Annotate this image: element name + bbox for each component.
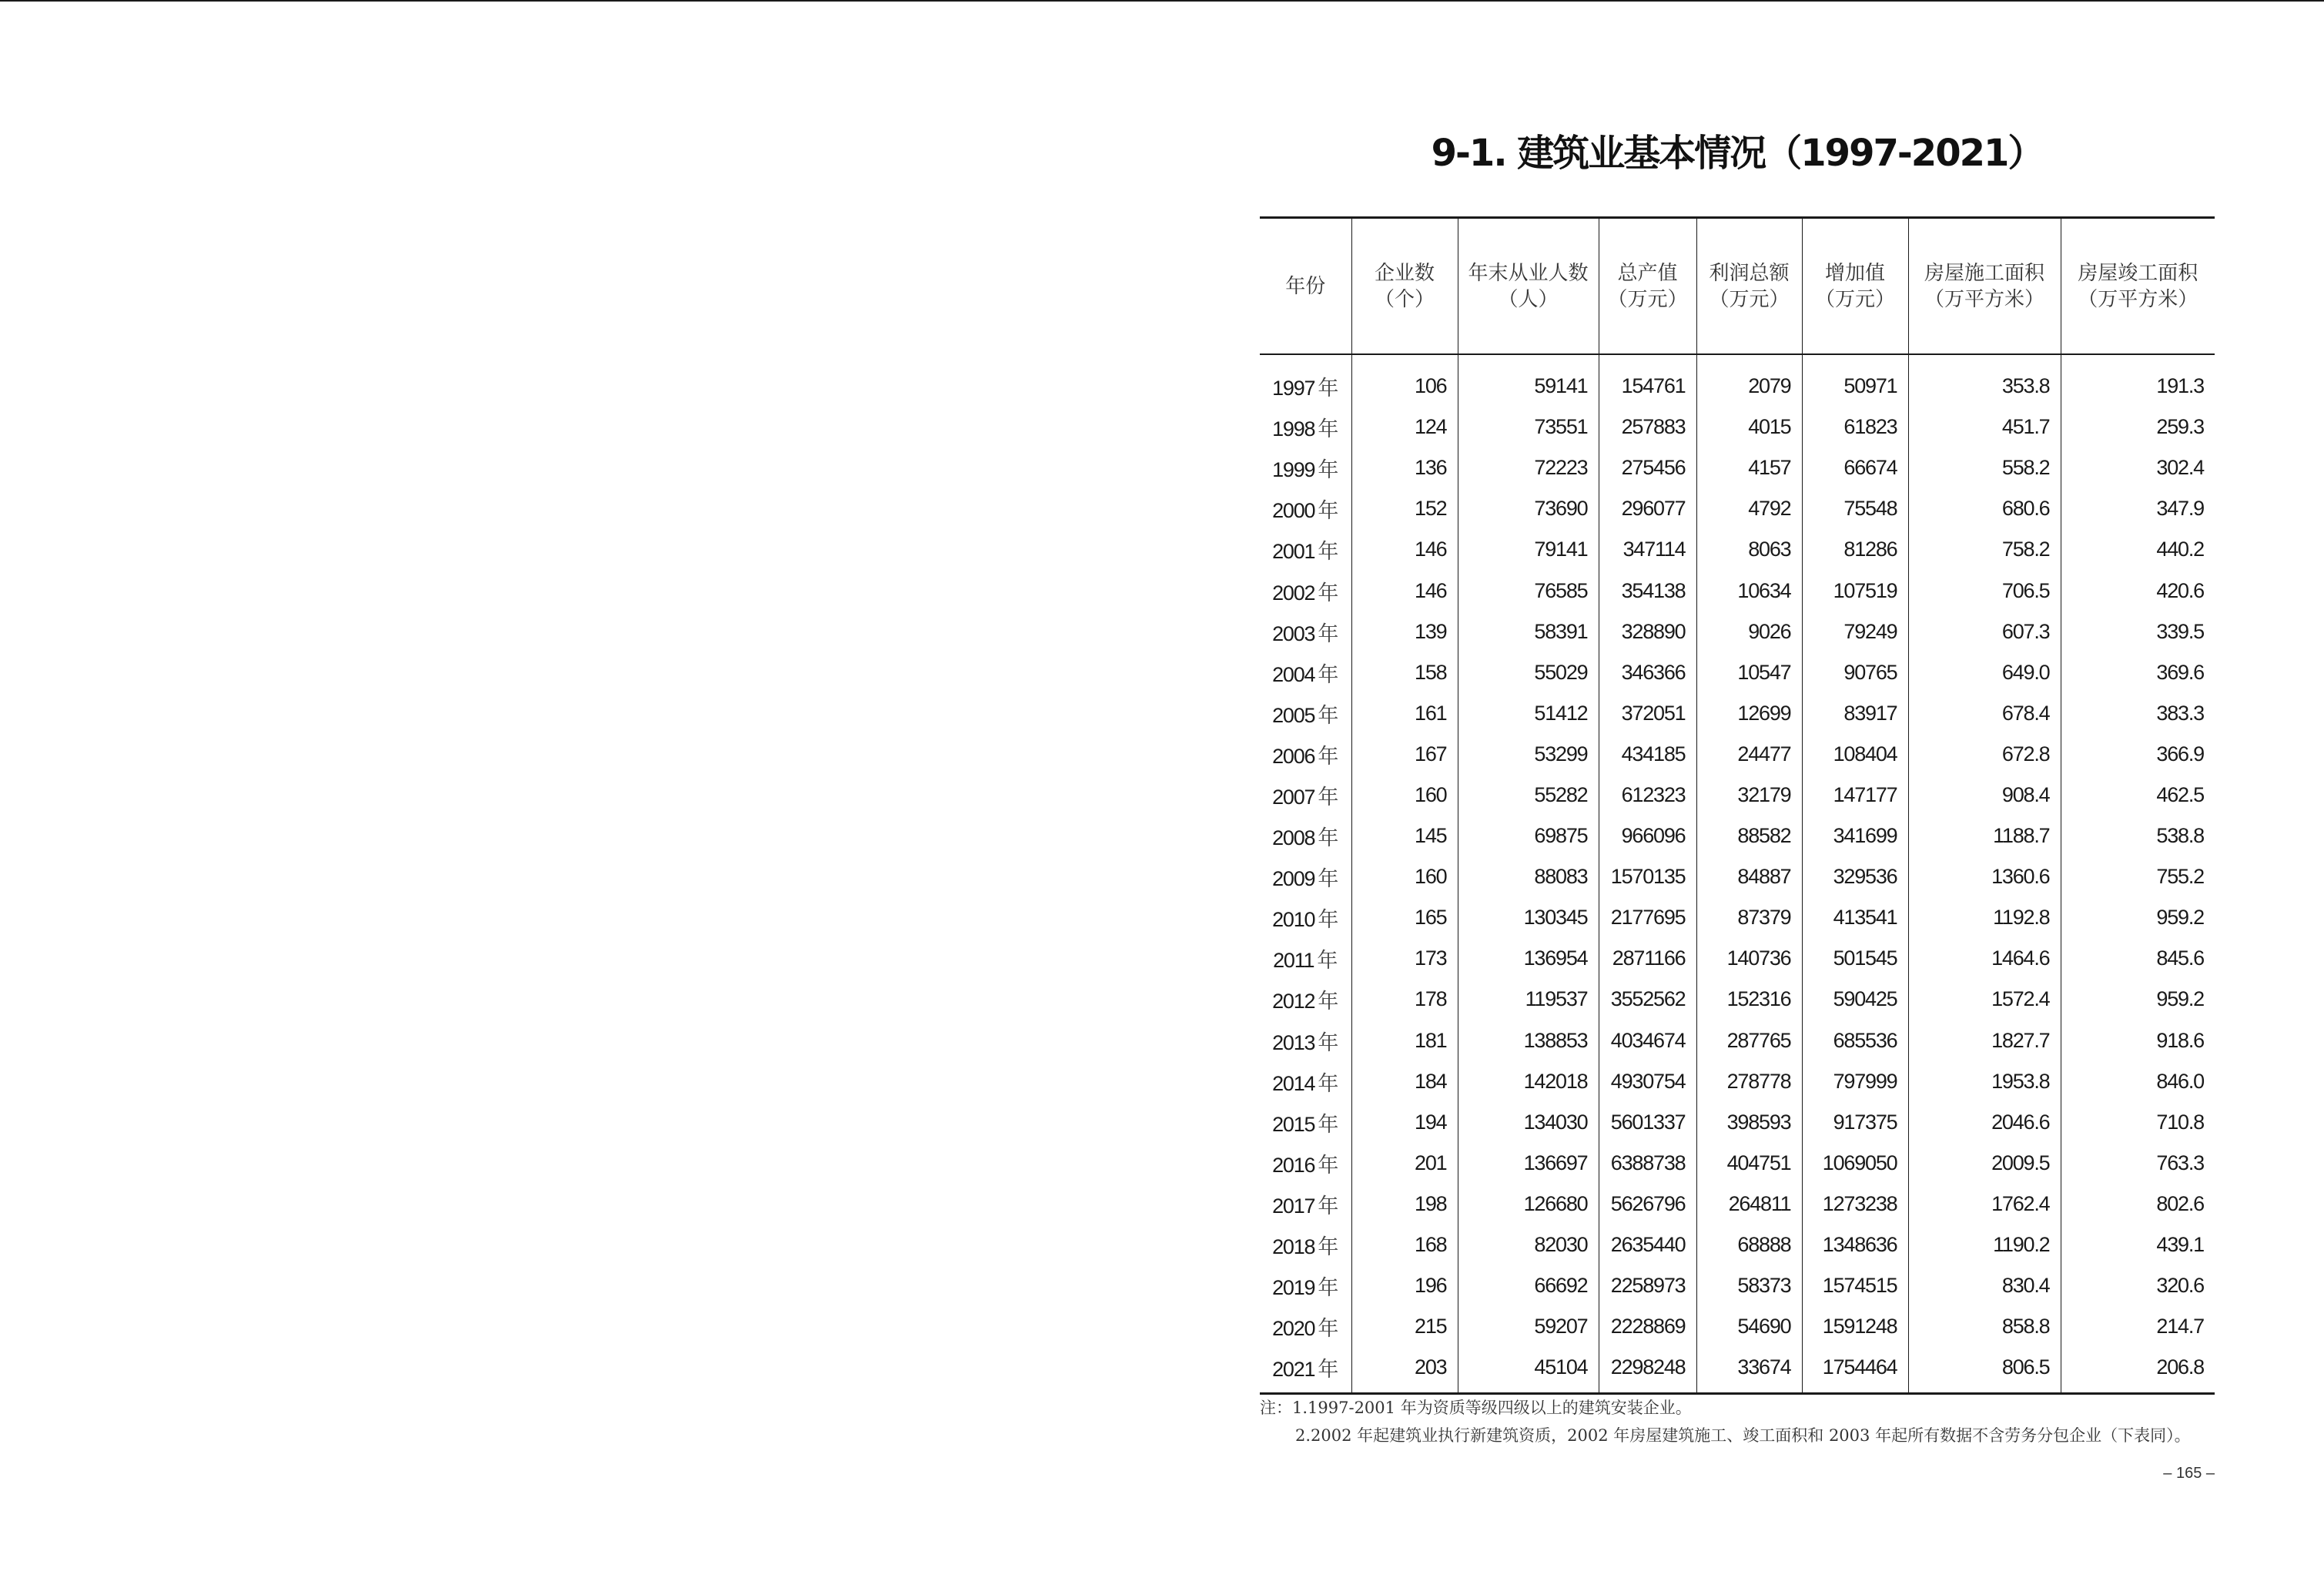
cell-enterprises: 136 (1351, 447, 1458, 488)
table-row (1260, 354, 2215, 407)
cell-output: 966096 (1599, 816, 1696, 856)
cell-profit: 68888 (1696, 1225, 1802, 1265)
cell-employees: 59141 (1458, 354, 1599, 407)
cell-completed-area: 369.6 (2061, 652, 2215, 693)
cell-added-value: 50971 (1802, 354, 1908, 407)
table-row (1260, 611, 2215, 652)
cell-construction-area: 830.4 (1908, 1265, 2061, 1306)
cell-enterprises: 146 (1351, 570, 1458, 611)
cell-profit: 88582 (1696, 816, 1802, 856)
cell-employees: 72223 (1458, 447, 1599, 488)
cell-completed-area: 959.2 (2061, 897, 2215, 938)
cell-profit: 10547 (1696, 652, 1802, 693)
cell-output: 612323 (1599, 775, 1696, 816)
cell-construction-area: 2009.5 (1908, 1143, 2061, 1184)
year-unit: 年 (1318, 417, 1339, 442)
year-unit: 年 (1318, 581, 1339, 605)
cell-construction-area: 678.4 (1908, 693, 2061, 734)
cell-year (1260, 1061, 1351, 1102)
cell-year (1260, 734, 1351, 775)
cell-completed-area: 755.2 (2061, 856, 2215, 897)
cell-added-value: 917375 (1802, 1102, 1908, 1143)
year-value: 2011 (1273, 949, 1314, 973)
cell-year (1260, 775, 1351, 816)
cell-completed-area: 710.8 (2061, 1102, 2215, 1143)
cell-employees: 136954 (1458, 938, 1599, 979)
cell-enterprises: 198 (1351, 1184, 1458, 1225)
cell-year (1260, 1306, 1351, 1347)
year-unit: 年 (1318, 1153, 1339, 1178)
cell-added-value: 1069050 (1802, 1143, 1908, 1184)
cell-completed-area: 959.2 (2061, 979, 2215, 1020)
cell-profit: 2079 (1696, 354, 1802, 407)
cell-employees: 58391 (1458, 611, 1599, 652)
cell-added-value: 83917 (1802, 693, 1908, 734)
year-unit: 年 (1318, 826, 1339, 851)
cell-employees: 126680 (1458, 1184, 1599, 1225)
year-unit: 年 (1318, 458, 1339, 483)
cell-employees: 119537 (1458, 979, 1599, 1020)
cell-enterprises: 146 (1351, 529, 1458, 570)
table-row (1260, 1061, 2215, 1102)
cell-completed-area: 462.5 (2061, 775, 2215, 816)
cell-completed-area: 347.9 (2061, 488, 2215, 529)
cell-completed-area: 302.4 (2061, 447, 2215, 488)
year-unit: 年 (1318, 867, 1339, 892)
cell-profit: 4157 (1696, 447, 1802, 488)
table-row (1260, 447, 2215, 488)
cell-enterprises: 194 (1351, 1102, 1458, 1143)
year-unit: 年 (1318, 990, 1339, 1014)
year-value: 2008 (1272, 826, 1315, 850)
cell-profit: 84887 (1696, 856, 1802, 897)
cell-profit: 8063 (1696, 529, 1802, 570)
cell-year (1260, 979, 1351, 1020)
cell-completed-area: 802.6 (2061, 1184, 2215, 1225)
table-row (1260, 1020, 2215, 1061)
cell-output: 5601337 (1599, 1102, 1696, 1143)
cell-output: 354138 (1599, 570, 1696, 611)
year-unit: 年 (1318, 744, 1339, 769)
cell-added-value: 1273238 (1802, 1184, 1908, 1225)
table-row (1260, 816, 2215, 856)
cell-employees: 76585 (1458, 570, 1599, 611)
table-row (1260, 693, 2215, 734)
year-unit: 年 (1318, 1276, 1339, 1301)
cell-year (1260, 570, 1351, 611)
cell-output: 4034674 (1599, 1020, 1696, 1061)
cell-output: 2228869 (1599, 1306, 1696, 1347)
year-value: 2003 (1272, 621, 1315, 645)
cell-year (1260, 816, 1351, 856)
cell-construction-area: 672.8 (1908, 734, 2061, 775)
table-row (1260, 1102, 2215, 1143)
cell-completed-area: 439.1 (2061, 1225, 2215, 1265)
cell-year (1260, 407, 1351, 447)
cell-employees: 59207 (1458, 1306, 1599, 1347)
cell-enterprises: 160 (1351, 775, 1458, 816)
year-value: 2021 (1272, 1358, 1315, 1382)
cell-construction-area: 1360.6 (1908, 856, 2061, 897)
cell-enterprises: 139 (1351, 611, 1458, 652)
table-row (1260, 570, 2215, 611)
cell-employees: 69875 (1458, 816, 1599, 856)
cell-output: 2298248 (1599, 1347, 1696, 1394)
cell-enterprises: 158 (1351, 652, 1458, 693)
cell-added-value: 797999 (1802, 1061, 1908, 1102)
year-value: 2014 (1272, 1071, 1315, 1095)
cell-profit: 10634 (1696, 570, 1802, 611)
cell-added-value: 107519 (1802, 570, 1908, 611)
cell-enterprises: 168 (1351, 1225, 1458, 1265)
cell-construction-area: 1762.4 (1908, 1184, 2061, 1225)
cell-profit: 58373 (1696, 1265, 1802, 1306)
cell-year (1260, 354, 1351, 407)
year-unit: 年 (1318, 540, 1339, 565)
cell-construction-area: 649.0 (1908, 652, 2061, 693)
cell-construction-area: 1827.7 (1908, 1020, 2061, 1061)
header-completed-area: 房屋竣工面积 （万平方米） (2061, 218, 2215, 355)
year-value: 2016 (1272, 1153, 1315, 1177)
cell-year (1260, 1020, 1351, 1061)
cell-profit: 404751 (1696, 1143, 1802, 1184)
cell-output: 2871166 (1599, 938, 1696, 979)
cell-construction-area: 706.5 (1908, 570, 2061, 611)
cell-completed-area: 918.6 (2061, 1020, 2215, 1061)
cell-construction-area: 1188.7 (1908, 816, 2061, 856)
cell-construction-area: 451.7 (1908, 407, 2061, 447)
cell-enterprises: 203 (1351, 1347, 1458, 1394)
cell-added-value: 81286 (1802, 529, 1908, 570)
cell-employees: 66692 (1458, 1265, 1599, 1306)
cell-output: 275456 (1599, 447, 1696, 488)
cell-enterprises: 181 (1351, 1020, 1458, 1061)
header-employees: 年末从业人数 （人） (1458, 218, 1599, 355)
year-unit: 年 (1318, 703, 1339, 728)
top-border-rule (0, 0, 2324, 2)
cell-profit: 54690 (1696, 1306, 1802, 1347)
cell-completed-area: 420.6 (2061, 570, 2215, 611)
cell-output: 2177695 (1599, 897, 1696, 938)
cell-profit: 278778 (1696, 1061, 1802, 1102)
cell-completed-area: 206.8 (2061, 1347, 2215, 1394)
cell-output: 346366 (1599, 652, 1696, 693)
cell-enterprises: 196 (1351, 1265, 1458, 1306)
year-value: 2002 (1272, 581, 1315, 605)
year-unit: 年 (1318, 499, 1339, 524)
cell-year (1260, 611, 1351, 652)
cell-output: 2635440 (1599, 1225, 1696, 1265)
table-row (1260, 1347, 2215, 1394)
cell-year (1260, 856, 1351, 897)
footnote-1: 注：1.1997-2001 年为资质等级四级以上的建筑安装企业。 (1260, 1399, 1692, 1417)
cell-added-value: 61823 (1802, 407, 1908, 447)
year-value: 2000 (1272, 499, 1315, 523)
cell-completed-area: 440.2 (2061, 529, 2215, 570)
cell-enterprises: 178 (1351, 979, 1458, 1020)
cell-completed-area: 763.3 (2061, 1143, 2215, 1184)
cell-output: 372051 (1599, 693, 1696, 734)
cell-employees: 53299 (1458, 734, 1599, 775)
cell-construction-area: 1953.8 (1908, 1061, 2061, 1102)
cell-employees: 134030 (1458, 1102, 1599, 1143)
year-value: 2015 (1272, 1112, 1315, 1136)
table-row (1260, 529, 2215, 570)
cell-added-value: 108404 (1802, 734, 1908, 775)
table-row (1260, 488, 2215, 529)
cell-enterprises: 161 (1351, 693, 1458, 734)
header-construction-area: 房屋施工面积 （万平方米） (1908, 218, 2061, 355)
cell-enterprises: 165 (1351, 897, 1458, 938)
year-value: 2019 (1272, 1276, 1315, 1300)
cell-added-value: 413541 (1802, 897, 1908, 938)
cell-output: 328890 (1599, 611, 1696, 652)
cell-enterprises: 152 (1351, 488, 1458, 529)
cell-completed-area: 191.3 (2061, 354, 2215, 407)
table-row (1260, 734, 2215, 775)
cell-year (1260, 1265, 1351, 1306)
cell-employees: 136697 (1458, 1143, 1599, 1184)
cell-construction-area: 558.2 (1908, 447, 2061, 488)
cell-completed-area: 320.6 (2061, 1265, 2215, 1306)
year-unit: 年 (1318, 377, 1339, 401)
year-unit: 年 (1318, 1030, 1339, 1055)
year-value: 2006 (1272, 744, 1315, 768)
cell-added-value: 79249 (1802, 611, 1908, 652)
cell-profit: 140736 (1696, 938, 1802, 979)
cell-employees: 55282 (1458, 775, 1599, 816)
header-year: 年份 (1260, 218, 1351, 355)
table-row (1260, 1184, 2215, 1225)
table-row (1260, 1143, 2215, 1184)
cell-profit: 398593 (1696, 1102, 1802, 1143)
year-value: 1998 (1272, 417, 1315, 441)
cell-year (1260, 1225, 1351, 1265)
table-row (1260, 1306, 2215, 1347)
cell-profit: 4015 (1696, 407, 1802, 447)
cell-profit: 4792 (1696, 488, 1802, 529)
cell-added-value: 90765 (1802, 652, 1908, 693)
cell-employees: 142018 (1458, 1061, 1599, 1102)
cell-completed-area: 383.3 (2061, 693, 2215, 734)
year-unit: 年 (1318, 662, 1339, 687)
cell-year (1260, 529, 1351, 570)
cell-year (1260, 652, 1351, 693)
year-value: 1997 (1272, 377, 1315, 400)
cell-added-value: 75548 (1802, 488, 1908, 529)
cell-enterprises: 201 (1351, 1143, 1458, 1184)
table-row (1260, 407, 2215, 447)
cell-output: 5626796 (1599, 1184, 1696, 1225)
cell-year (1260, 1143, 1351, 1184)
cell-enterprises: 124 (1351, 407, 1458, 447)
cell-added-value: 341699 (1802, 816, 1908, 856)
year-unit: 年 (1318, 1317, 1339, 1342)
year-value: 2004 (1272, 662, 1315, 686)
table-header-row (1260, 218, 2215, 355)
table-row (1260, 1225, 2215, 1265)
year-value: 2013 (1272, 1030, 1315, 1054)
table-row (1260, 652, 2215, 693)
cell-employees: 82030 (1458, 1225, 1599, 1265)
cell-enterprises: 173 (1351, 938, 1458, 979)
cell-construction-area: 2046.6 (1908, 1102, 2061, 1143)
cell-year (1260, 897, 1351, 938)
cell-enterprises: 160 (1351, 856, 1458, 897)
cell-employees: 73551 (1458, 407, 1599, 447)
header-output: 总产值 （万元） (1599, 218, 1696, 355)
table-row (1260, 897, 2215, 938)
cell-construction-area: 758.2 (1908, 529, 2061, 570)
year-value: 2007 (1272, 785, 1315, 809)
cell-employees: 55029 (1458, 652, 1599, 693)
cell-output: 1570135 (1599, 856, 1696, 897)
cell-completed-area: 845.6 (2061, 938, 2215, 979)
cell-output: 434185 (1599, 734, 1696, 775)
cell-added-value: 685536 (1802, 1020, 1908, 1061)
table-row (1260, 1265, 2215, 1306)
table-row (1260, 775, 2215, 816)
cell-construction-area: 1190.2 (1908, 1225, 2061, 1265)
cell-completed-area: 366.9 (2061, 734, 2215, 775)
cell-year (1260, 1184, 1351, 1225)
year-unit: 年 (1318, 1358, 1339, 1382)
cell-construction-area: 908.4 (1908, 775, 2061, 816)
cell-profit: 32179 (1696, 775, 1802, 816)
year-value: 2005 (1272, 703, 1315, 727)
table-row (1260, 938, 2215, 979)
table-row (1260, 979, 2215, 1020)
cell-added-value: 329536 (1802, 856, 1908, 897)
cell-output: 6388738 (1599, 1143, 1696, 1184)
year-unit: 年 (1318, 785, 1339, 809)
cell-construction-area: 680.6 (1908, 488, 2061, 529)
year-value: 2009 (1272, 867, 1315, 891)
cell-employees: 130345 (1458, 897, 1599, 938)
year-unit: 年 (1318, 908, 1339, 933)
header-added-value: 增加值 （万元） (1802, 218, 1908, 355)
year-value: 2010 (1272, 908, 1315, 932)
cell-employees: 79141 (1458, 529, 1599, 570)
cell-output: 2258973 (1599, 1265, 1696, 1306)
cell-output: 154761 (1599, 354, 1696, 407)
cell-employees: 45104 (1458, 1347, 1599, 1394)
cell-completed-area: 214.7 (2061, 1306, 2215, 1347)
year-unit: 年 (1318, 1112, 1339, 1137)
cell-enterprises: 167 (1351, 734, 1458, 775)
cell-profit: 287765 (1696, 1020, 1802, 1061)
cell-added-value: 1574515 (1802, 1265, 1908, 1306)
table-row (1260, 856, 2215, 897)
table-body (1260, 354, 2215, 1394)
year-unit: 年 (1318, 1235, 1339, 1260)
page-title: 9-1. 建筑业基本情况（1997-2021） (1431, 132, 2044, 175)
cell-profit: 264811 (1696, 1184, 1802, 1225)
cell-completed-area: 846.0 (2061, 1061, 2215, 1102)
footnote-2: 2.2002 年起建筑业执行新建筑资质，2002 年房屋建筑施工、竣工面积和 2003 年起所有数据不含劳务分包企业（下表同）。 (1295, 1426, 2191, 1445)
cell-year (1260, 1102, 1351, 1143)
cell-added-value: 1591248 (1802, 1306, 1908, 1347)
year-unit: 年 (1318, 621, 1339, 646)
year-value: 2001 (1272, 540, 1315, 564)
year-unit: 年 (1318, 1071, 1339, 1096)
cell-employees: 51412 (1458, 693, 1599, 734)
cell-enterprises: 145 (1351, 816, 1458, 856)
cell-construction-area: 353.8 (1908, 354, 2061, 407)
cell-added-value: 590425 (1802, 979, 1908, 1020)
cell-output: 3552562 (1599, 979, 1696, 1020)
cell-construction-area: 607.3 (1908, 611, 2061, 652)
cell-output: 257883 (1599, 407, 1696, 447)
cell-profit: 24477 (1696, 734, 1802, 775)
year-unit: 年 (1317, 949, 1338, 973)
cell-profit: 9026 (1696, 611, 1802, 652)
cell-year (1260, 447, 1351, 488)
cell-employees: 73690 (1458, 488, 1599, 529)
year-unit: 年 (1318, 1194, 1339, 1218)
year-value: 2017 (1272, 1194, 1315, 1218)
cell-year (1260, 488, 1351, 529)
cell-enterprises: 106 (1351, 354, 1458, 407)
header-enterprises: 企业数 （个） (1351, 218, 1458, 355)
cell-year (1260, 938, 1351, 979)
cell-construction-area: 1464.6 (1908, 938, 2061, 979)
cell-construction-area: 858.8 (1908, 1306, 2061, 1347)
cell-employees: 138853 (1458, 1020, 1599, 1061)
construction-statistics-table (1260, 216, 2215, 1395)
cell-profit: 87379 (1696, 897, 1802, 938)
cell-profit: 12699 (1696, 693, 1802, 734)
cell-added-value: 66674 (1802, 447, 1908, 488)
year-value: 1999 (1272, 458, 1315, 482)
cell-output: 347114 (1599, 529, 1696, 570)
cell-completed-area: 259.3 (2061, 407, 2215, 447)
cell-completed-area: 339.5 (2061, 611, 2215, 652)
year-value: 2018 (1272, 1235, 1315, 1259)
year-value: 2020 (1272, 1317, 1315, 1341)
cell-added-value: 1348636 (1802, 1225, 1908, 1265)
cell-employees: 88083 (1458, 856, 1599, 897)
cell-added-value: 147177 (1802, 775, 1908, 816)
year-value: 2012 (1272, 990, 1315, 1013)
page-number: – 165 – (2163, 1465, 2215, 1482)
cell-year (1260, 1347, 1351, 1394)
cell-added-value: 501545 (1802, 938, 1908, 979)
cell-completed-area: 538.8 (2061, 816, 2215, 856)
cell-year (1260, 693, 1351, 734)
cell-construction-area: 1192.8 (1908, 897, 2061, 938)
cell-profit: 33674 (1696, 1347, 1802, 1394)
cell-enterprises: 215 (1351, 1306, 1458, 1347)
cell-enterprises: 184 (1351, 1061, 1458, 1102)
cell-output: 296077 (1599, 488, 1696, 529)
cell-added-value: 1754464 (1802, 1347, 1908, 1394)
cell-construction-area: 806.5 (1908, 1347, 2061, 1394)
cell-profit: 152316 (1696, 979, 1802, 1020)
cell-output: 4930754 (1599, 1061, 1696, 1102)
cell-construction-area: 1572.4 (1908, 979, 2061, 1020)
header-profit: 利润总额 （万元） (1696, 218, 1802, 355)
